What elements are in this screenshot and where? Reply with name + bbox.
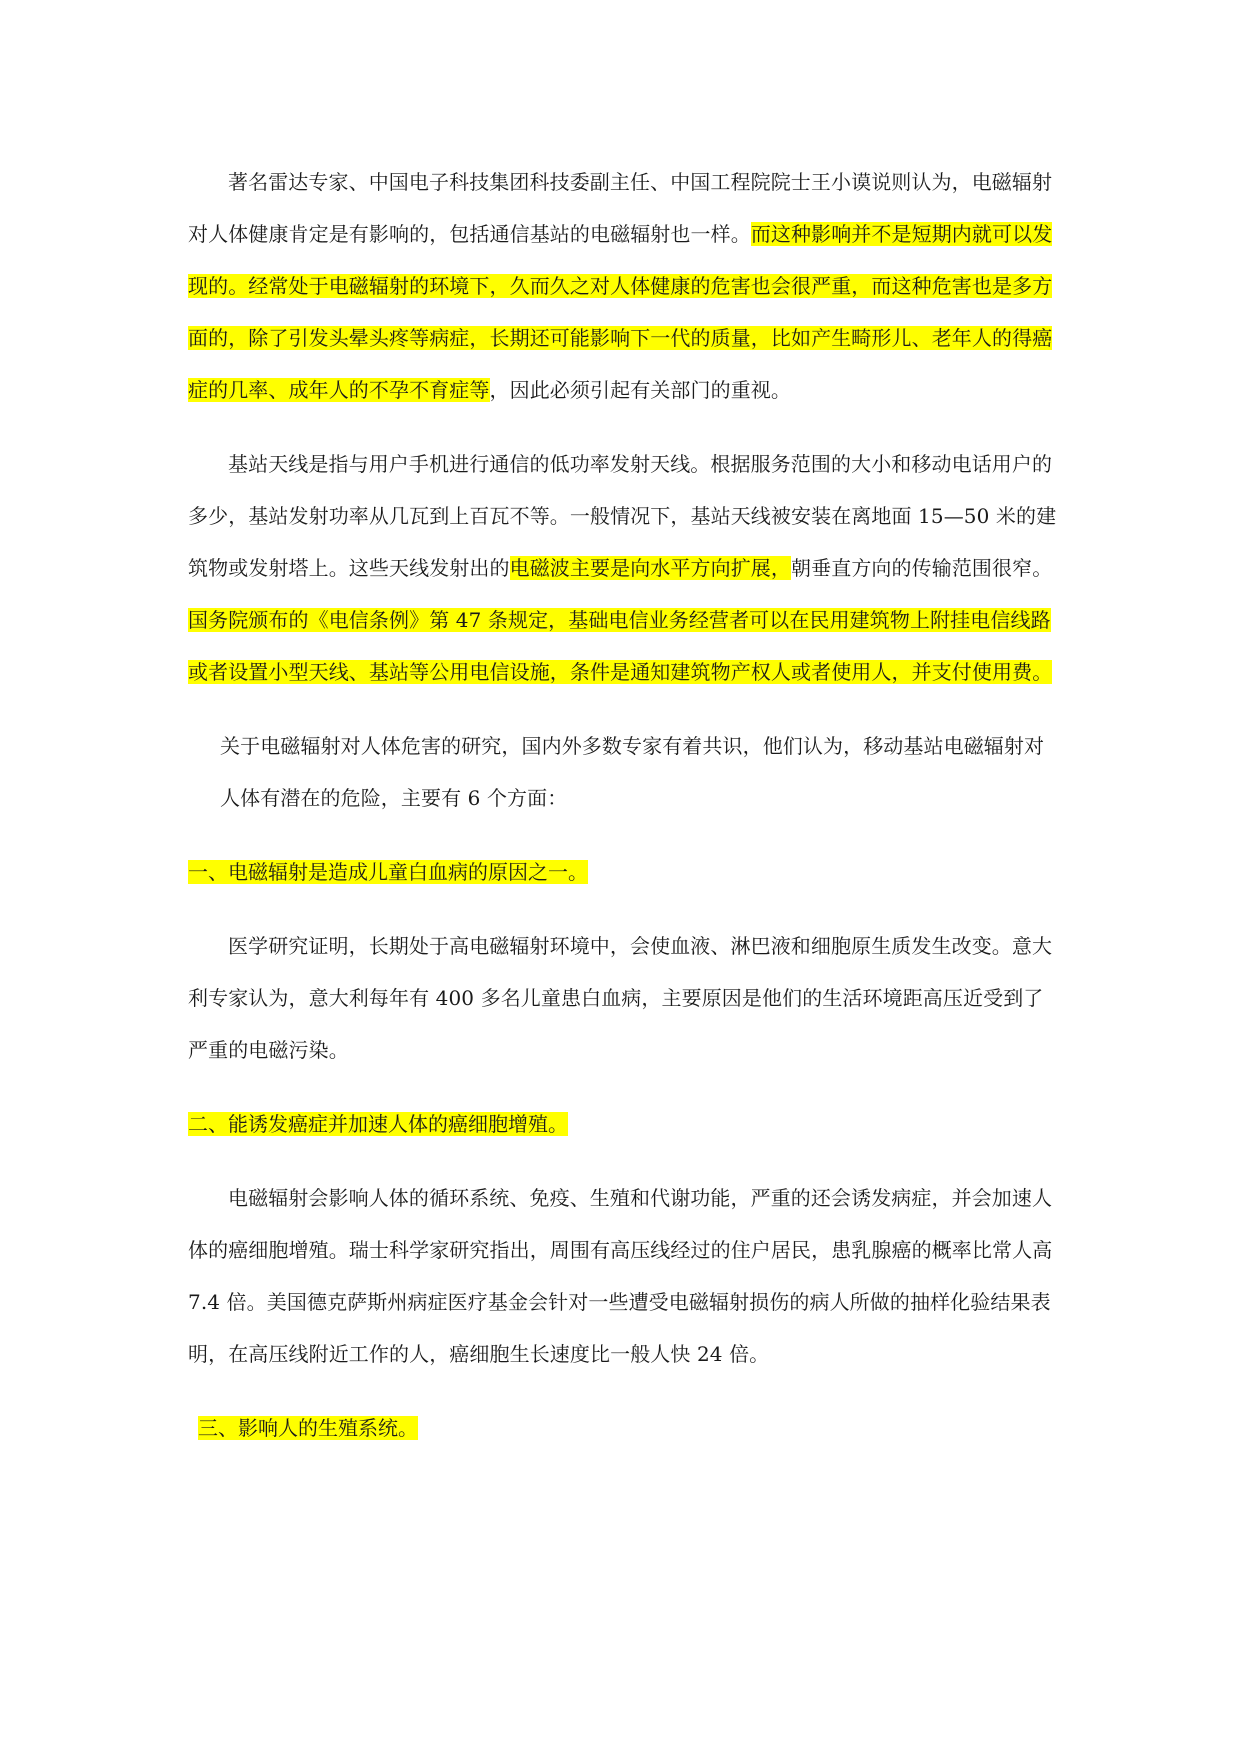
section-heading-1 (188, 846, 1060, 898)
paragraph-expert-consensus (188, 720, 1060, 824)
paragraph-text: ，因此必须引起有关部门的重视。 (489, 378, 791, 402)
highlighted-text: 国务院颁布的《电信条例》第 47 条规定，基础电信业务经营者可以在民用建筑物上附挂电信线路或者设置小型天线、基站等公用电信设施，条件是通知建筑物产权人或者使用人，并支付使用费。 (188, 608, 1053, 684)
highlighted-heading-text: 一、电磁辐射是造成儿童白血病的原因之一。 (188, 860, 588, 884)
paragraph-text: 朝垂直方向的传输范围很窄。 (791, 556, 1053, 580)
paragraph-text: 著名雷达专家、中国电子科技集团科技委副主任、中国工程院院士王小谟说则认为，电磁辐射对人体健康肯定是有影响的，包括通信基站的电磁辐射也一样。 (188, 170, 1053, 246)
highlighted-heading-text: 二、能诱发癌症并加速人体的癌细胞增殖。 (188, 1112, 568, 1136)
paragraph-wang-xiaomo (188, 156, 1060, 416)
paragraph-text: 基站天线是指与用户手机进行通信的低功率发射天线。根据服务范围的大小和移动电话用户的多少，基站发射功率从几瓦到上百瓦不等。一般情况下，基站天线被安装在离地面 15—50 米的建筑物或发射塔上。这些天线发射出的 (188, 452, 1057, 580)
paragraph-base-station-antenna (188, 438, 1060, 698)
section-heading-2 (188, 1098, 1060, 1150)
paragraph-text: 医学研究证明，长期处于高电磁辐射环境中，会使血液、淋巴液和细胞原生质发生改变。意大利专家认为，意大利每年有 400 多名儿童患白血病，主要原因是他们的生活环境距高压近受到了严重的电磁污染。 (188, 934, 1053, 1062)
highlighted-heading-text: 三、影响人的生殖系统。 (198, 1416, 418, 1440)
document-page (188, 156, 1060, 1454)
paragraph-text: 电磁辐射会影响人体的循环系统、免疫、生殖和代谢功能，严重的还会诱发病症，并会加速人体的癌细胞增殖。瑞士科学家研究指出，周围有高压线经过的住户居民，患乳腺癌的概率比常人高 7.4 倍。美国德克萨斯州病症医疗基金会针对一些遭受电磁辐射损伤的病人所做的抽样化验结果表明，在高压线附近工作的人，癌细胞生长速度比一般人快 24 倍。 (188, 1186, 1053, 1366)
highlighted-text: 而这种影响并不是短期内就可以发现的。经常处于电磁辐射的环境下，久而久之对人体健康的危害也会很严重，而这种危害也是多方面的，除了引发头晕头疼等病症，长期还可能影响下一代的质量，比如产生畸形儿、老年人的得癌症的几率、成年人的不孕不育症等 (188, 222, 1053, 402)
highlighted-text: 电磁波主要是向水平方向扩展， (509, 556, 792, 580)
paragraph-text: 关于电磁辐射对人体危害的研究，国内外多数专家有着共识，他们认为，移动基站电磁辐射对人体有潜在的危险，主要有 6 个方面： (220, 734, 1045, 810)
paragraph-leukemia (188, 920, 1060, 1076)
paragraph-cancer (188, 1172, 1060, 1380)
section-heading-3 (188, 1402, 1060, 1454)
